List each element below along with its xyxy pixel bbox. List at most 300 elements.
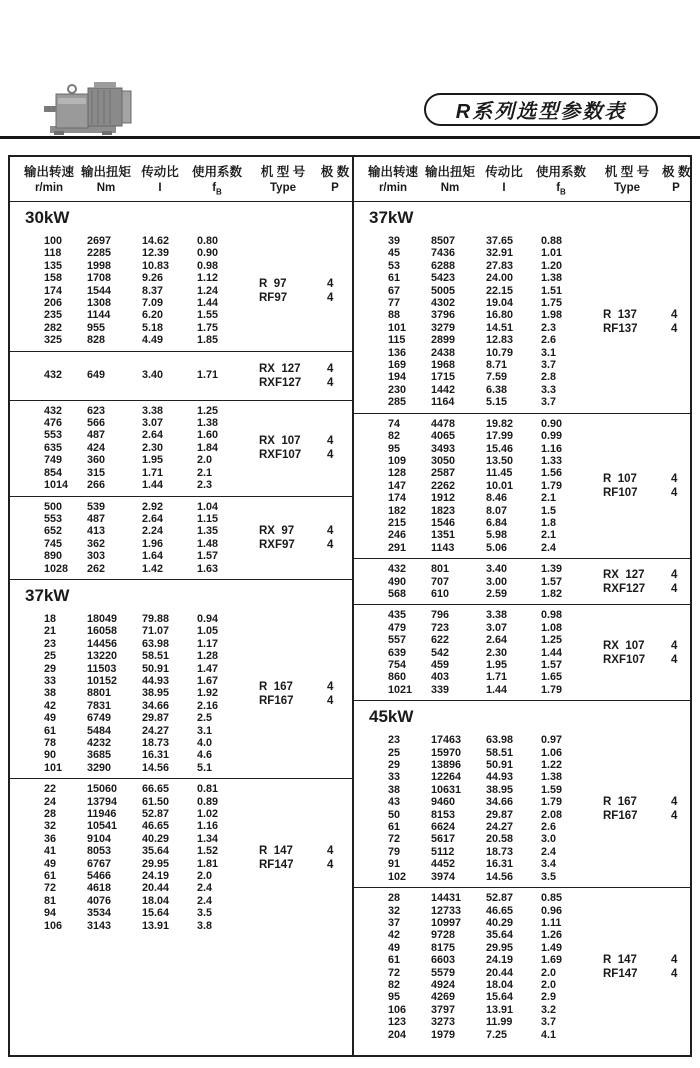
type-code: RF167 — [259, 694, 294, 707]
output-torque-value: 649 — [87, 369, 106, 382]
output-torque-value: 3493 — [431, 442, 456, 455]
ratio-value: 27.83 — [486, 259, 514, 272]
output-speed-value: 860 — [388, 671, 407, 684]
output-torque-value: 13794 — [87, 795, 118, 808]
table-row — [10, 309, 352, 321]
output-torque-value: 1351 — [431, 529, 456, 542]
gear-unit-block — [354, 887, 690, 1045]
service-factor-value: 0.98 — [197, 259, 219, 272]
service-factor-value: 3.1 — [197, 724, 213, 737]
table-right-column — [354, 157, 690, 1055]
service-factor-value: 1.25 — [197, 404, 219, 417]
ratio-value: 8.07 — [486, 504, 508, 517]
header-label-cn: 输出转速 — [23, 164, 74, 179]
service-factor-value: 5.1 — [197, 761, 213, 774]
service-factor-value: 2.0 — [197, 454, 213, 467]
ratio-value: 40.29 — [486, 916, 514, 929]
service-factor-value: 1.01 — [541, 247, 563, 260]
ratio-value: 29.87 — [142, 712, 170, 725]
output-torque-value: 315 — [87, 466, 106, 479]
type-codes — [259, 362, 301, 390]
ratio-value: 2.92 — [142, 500, 164, 513]
ratio-value: 10.79 — [486, 346, 514, 359]
service-factor-value: 3.3 — [541, 383, 557, 396]
output-speed-value: 25 — [44, 650, 57, 663]
output-speed-value: 500 — [44, 500, 63, 513]
service-factor-value: 0.80 — [197, 235, 219, 247]
service-factor-value: 2.4 — [541, 845, 557, 858]
service-factor-value: 1.16 — [541, 442, 563, 455]
pole-counts — [671, 795, 677, 823]
output-speed-value: 174 — [44, 284, 63, 297]
table-row — [354, 235, 690, 247]
output-speed-value: 182 — [388, 504, 407, 517]
output-torque-value: 4452 — [431, 858, 456, 871]
output-torque-value: 360 — [87, 454, 106, 467]
table-row — [10, 297, 352, 309]
ratio-value: 1.96 — [142, 537, 164, 550]
service-factor-value: 0.89 — [197, 795, 219, 808]
output-speed-value: 61 — [388, 821, 401, 834]
gear-unit-block — [354, 730, 690, 887]
output-speed-value: 67 — [388, 284, 401, 297]
pole-counts — [327, 680, 333, 708]
table-row — [354, 480, 690, 492]
output-torque-value: 1968 — [431, 359, 456, 372]
ratio-value: 5.15 — [486, 396, 508, 409]
ratio-value: 79.88 — [142, 612, 170, 625]
output-speed-value: 82 — [388, 430, 401, 443]
service-factor-value: 1.60 — [197, 429, 219, 442]
table-row — [354, 396, 690, 408]
output-torque-value: 403 — [431, 671, 450, 684]
output-torque-value: 413 — [87, 525, 106, 538]
table-row — [10, 687, 352, 699]
output-speed-value: 24 — [44, 795, 57, 808]
table-row — [354, 384, 690, 396]
ratio-value: 13.50 — [486, 454, 514, 467]
table-row — [354, 492, 690, 504]
type-codes — [603, 953, 638, 981]
output-speed-value: 639 — [388, 646, 407, 659]
ratio-value: 14.56 — [142, 761, 170, 774]
output-speed-value: 95 — [388, 442, 401, 455]
ratio-value: 44.93 — [142, 674, 170, 687]
header-label-en — [662, 182, 690, 196]
table-row — [354, 917, 690, 929]
output-torque-value: 623 — [87, 404, 106, 417]
output-torque-value: 4924 — [431, 978, 456, 991]
service-factor-value: 4.0 — [197, 737, 213, 749]
output-torque-value: 4065 — [431, 430, 456, 443]
output-speed-value: 94 — [44, 907, 57, 920]
ratio-value: 8.46 — [486, 492, 508, 505]
service-factor-value: 2.4 — [541, 541, 557, 554]
table-row — [10, 467, 352, 479]
output-speed-value: 432 — [388, 563, 407, 576]
output-speed-value: 115 — [388, 334, 406, 347]
output-speed-value: 106 — [44, 919, 63, 932]
pole-counts — [671, 639, 677, 667]
service-factor-value: 1.16 — [197, 820, 219, 833]
output-speed-value: 435 — [388, 609, 407, 622]
type-code: RF147 — [603, 967, 638, 980]
header-label-en-text: Type — [270, 181, 296, 194]
table-row — [10, 895, 352, 907]
service-factor-value: 1.44 — [197, 297, 219, 310]
table-row — [10, 501, 352, 513]
pole-count: 4 — [327, 449, 334, 462]
output-torque-value: 17463 — [431, 734, 462, 747]
service-factor-value: 1.59 — [541, 783, 563, 796]
output-speed-value: 652 — [44, 525, 63, 538]
gear-unit-block — [10, 351, 352, 400]
service-factor-value: 2.1 — [541, 492, 557, 505]
table-row — [354, 734, 690, 746]
header-label-en-text: f — [556, 181, 561, 194]
output-torque-value: 1715 — [431, 371, 456, 384]
output-torque-value: 7831 — [87, 699, 112, 712]
output-speed-value: 18 — [44, 612, 57, 625]
header-label-en-text: Nm — [440, 181, 460, 194]
output-torque-value: 2262 — [431, 479, 456, 492]
table-row — [354, 309, 690, 321]
ratio-value: 18.04 — [486, 978, 514, 991]
type-code: RX 127 — [603, 568, 645, 581]
table-row — [10, 796, 352, 808]
ratio-value: 16.31 — [142, 749, 170, 762]
ratio-value: 63.98 — [142, 637, 170, 650]
service-factor-value: 1.24 — [197, 284, 219, 297]
service-factor-value: 2.4 — [197, 882, 213, 895]
ratio-value: 7.09 — [142, 297, 164, 310]
output-torque-value: 1544 — [87, 284, 112, 297]
type-code: R 107 — [603, 472, 637, 485]
service-factor-value: 1.75 — [541, 297, 563, 310]
ratio-value: 18.04 — [142, 894, 170, 907]
service-factor-value: 0.90 — [541, 417, 563, 430]
power-rating-label: 30kW — [25, 208, 70, 227]
output-torque-value: 1442 — [431, 383, 456, 396]
output-torque-value: 8801 — [87, 687, 112, 700]
output-speed-value: 194 — [388, 371, 407, 384]
ratio-value: 2.64 — [486, 634, 508, 647]
table-row — [10, 663, 352, 675]
header-label-en — [592, 182, 662, 196]
output-torque-value: 1708 — [87, 272, 112, 285]
table-row — [10, 712, 352, 724]
header-label-cn: 使用系数 — [191, 164, 242, 179]
table-row — [10, 858, 352, 870]
power-rating-label: 45kW — [369, 707, 414, 727]
table-row — [10, 808, 352, 820]
ratio-value: 1.44 — [142, 479, 164, 492]
ratio-value: 2.30 — [486, 646, 508, 659]
output-speed-value: 32 — [44, 820, 57, 833]
ratio-value: 2.24 — [142, 525, 164, 538]
pole-counts — [327, 277, 333, 305]
output-torque-value: 707 — [431, 575, 450, 588]
output-torque-value: 2899 — [431, 334, 456, 347]
ratio-value: 3.38 — [142, 404, 164, 417]
output-speed-value: 29 — [388, 759, 401, 772]
ratio-value: 4.49 — [142, 334, 164, 347]
output-speed-value: 50 — [388, 808, 401, 821]
output-speed-value: 101 — [44, 761, 63, 774]
service-factor-value: 1.12 — [197, 272, 219, 285]
service-factor-value: 1.65 — [541, 671, 563, 684]
output-speed-value: 28 — [388, 892, 401, 905]
service-factor-value: 1.04 — [197, 500, 219, 513]
service-factor-value: 3.1 — [541, 346, 557, 359]
output-torque-value: 828 — [87, 334, 106, 347]
service-factor-value: 2.1 — [197, 466, 213, 479]
table-row — [354, 771, 690, 783]
output-torque-value: 801 — [431, 563, 450, 576]
table-row — [10, 762, 352, 774]
ratio-value: 12.39 — [142, 247, 170, 260]
type-code: RX 127 — [259, 362, 301, 375]
header-label-subscript: B — [560, 187, 566, 197]
header-label-cn: 极 数 — [662, 164, 690, 179]
ratio-value: 32.91 — [486, 247, 514, 260]
table-row — [354, 954, 690, 966]
output-torque-value: 3290 — [87, 761, 112, 774]
output-speed-value: 553 — [44, 512, 63, 525]
output-torque-value: 4302 — [431, 297, 456, 310]
ratio-value: 19.04 — [486, 297, 514, 310]
service-factor-value: 2.08 — [541, 808, 563, 821]
ratio-value: 7.25 — [486, 1028, 508, 1041]
service-factor-value: 2.3 — [541, 321, 557, 334]
header-label-cn: 机 型 号 — [604, 164, 650, 179]
header-label-en-text: r/min — [378, 181, 408, 194]
output-torque-value: 12264 — [431, 771, 462, 784]
service-factor-value: 1.17 — [197, 637, 219, 650]
output-speed-value: 49 — [388, 941, 401, 954]
ratio-value: 3.40 — [486, 563, 508, 576]
output-speed-value: 106 — [388, 1003, 407, 1016]
ratio-value: 11.45 — [486, 467, 513, 480]
table-row — [354, 671, 690, 683]
ratio-value: 11.99 — [486, 1016, 513, 1029]
output-torque-value: 14456 — [87, 637, 118, 650]
output-speed-value: 37 — [388, 916, 401, 929]
ratio-value: 16.80 — [486, 309, 514, 322]
header-label-en-text: I — [502, 181, 506, 194]
ratio-value: 3.07 — [142, 417, 164, 430]
ratio-value: 1.95 — [142, 454, 164, 467]
gear-motor-icon — [42, 74, 138, 140]
output-torque-value: 13220 — [87, 650, 118, 663]
type-code: RX 107 — [259, 435, 301, 448]
ratio-value: 2.59 — [486, 587, 508, 600]
output-torque-value: 487 — [87, 429, 106, 442]
output-torque-value: 266 — [87, 479, 106, 492]
output-torque-value: 6603 — [431, 954, 456, 967]
ratio-value: 14.51 — [486, 321, 514, 334]
output-torque-value: 303 — [87, 550, 106, 563]
header-label-en-text: Type — [614, 181, 640, 194]
output-speed-value: 77 — [388, 297, 401, 310]
header-label-en-text: P — [331, 181, 339, 194]
output-torque-value: 6624 — [431, 821, 456, 834]
output-torque-value: 6288 — [431, 259, 456, 272]
table-row — [354, 359, 690, 371]
ratio-value: 24.19 — [486, 954, 514, 967]
type-codes — [603, 472, 638, 500]
ratio-value: 17.99 — [486, 430, 514, 443]
service-factor-value: 1.55 — [197, 309, 219, 322]
series-title: R系列选型参数表 — [455, 101, 627, 123]
service-factor-value: 1.28 — [197, 650, 219, 663]
output-speed-value: 72 — [44, 882, 57, 895]
header-label-cn: 使用系数 — [535, 164, 586, 179]
table-row — [354, 796, 690, 808]
ratio-value: 18.73 — [486, 845, 514, 858]
ratio-value: 3.40 — [142, 369, 164, 382]
ratio-value: 10.83 — [142, 259, 170, 272]
type-codes — [603, 639, 645, 667]
header-label-en-text: r/min — [34, 181, 64, 194]
table-row — [354, 991, 690, 1003]
pole-counts — [327, 844, 333, 872]
service-factor-value: 2.8 — [541, 371, 557, 384]
ratio-value: 2.64 — [142, 512, 164, 525]
table-row — [10, 737, 352, 749]
type-code: RF147 — [259, 858, 294, 871]
type-code: RX 97 — [259, 524, 295, 537]
ratio-value: 19.82 — [486, 417, 514, 430]
table-row — [354, 371, 690, 383]
table-row — [354, 347, 690, 359]
type-code: RXF127 — [259, 376, 302, 389]
output-speed-value: 61 — [44, 724, 57, 737]
table-row — [10, 907, 352, 919]
ratio-value: 12.83 — [486, 334, 514, 347]
type-codes — [603, 795, 638, 823]
ratio-value: 29.87 — [486, 808, 514, 821]
output-torque-value: 5484 — [87, 724, 112, 737]
table-row — [10, 479, 352, 491]
table-row — [354, 942, 690, 954]
output-torque-value: 4478 — [431, 417, 456, 430]
header-label-cn: 传动比 — [485, 164, 523, 179]
table-row — [354, 443, 690, 455]
service-factor-value: 2.0 — [541, 966, 557, 979]
output-torque-value: 539 — [87, 500, 106, 513]
output-torque-value: 4269 — [431, 991, 456, 1004]
output-speed-value: 206 — [44, 297, 63, 310]
table-row — [10, 700, 352, 712]
service-factor-value: 0.85 — [541, 892, 563, 905]
output-torque-value: 5466 — [87, 870, 112, 883]
header-label-en-text: Nm — [96, 181, 116, 194]
ratio-value: 15.64 — [142, 907, 170, 920]
service-factor-value: 1.48 — [197, 537, 219, 550]
output-speed-value: 23 — [388, 734, 401, 747]
service-factor-value: 0.94 — [197, 612, 219, 625]
table-row — [354, 418, 690, 430]
output-torque-value: 3050 — [431, 454, 456, 467]
ratio-value: 52.87 — [486, 892, 514, 905]
output-speed-value: 100 — [44, 235, 63, 247]
service-factor-value: 1.57 — [541, 575, 563, 588]
output-speed-value: 91 — [388, 858, 401, 871]
service-factor-value: 1.85 — [197, 334, 219, 347]
pole-counts — [327, 434, 333, 462]
ratio-value: 50.91 — [486, 759, 514, 772]
pole-count: 4 — [671, 486, 678, 499]
ratio-value: 20.58 — [486, 833, 514, 846]
output-speed-value: 36 — [44, 832, 57, 845]
service-factor-value: 1.38 — [541, 272, 563, 285]
ratio-value: 7.59 — [486, 371, 508, 384]
table-row — [10, 820, 352, 832]
service-factor-value: 1.38 — [197, 417, 219, 430]
output-torque-value: 11503 — [87, 662, 117, 675]
service-factor-value: 4.6 — [197, 749, 213, 762]
ratio-value: 13.91 — [142, 919, 170, 932]
service-factor-value: 2.9 — [541, 991, 557, 1004]
type-codes — [259, 524, 295, 552]
pole-count: 4 — [327, 362, 334, 375]
header-label-en-text: P — [672, 181, 680, 194]
table-row — [10, 513, 352, 525]
pole-counts — [327, 524, 333, 552]
ratio-value: 3.38 — [486, 609, 508, 622]
table-row — [354, 285, 690, 297]
output-torque-value: 723 — [431, 621, 450, 634]
output-torque-value: 2438 — [431, 346, 456, 359]
ratio-value: 18.73 — [142, 737, 170, 749]
output-torque-value: 13896 — [431, 759, 462, 772]
table-row — [354, 529, 690, 541]
ratio-value: 24.27 — [142, 724, 170, 737]
output-torque-value: 15060 — [87, 783, 118, 796]
table-row — [354, 809, 690, 821]
output-torque-value: 3279 — [431, 321, 456, 334]
gear-unit-block — [10, 778, 352, 936]
service-factor-value: 1.71 — [197, 369, 219, 382]
table-row — [354, 871, 690, 883]
output-speed-value: 42 — [388, 929, 401, 942]
service-factor-value: 2.4 — [197, 894, 213, 907]
ratio-value: 29.95 — [142, 857, 170, 870]
table-row — [354, 247, 690, 259]
pole-count: 4 — [327, 538, 334, 551]
service-factor-value: 1.63 — [197, 562, 219, 575]
output-speed-value: 81 — [44, 894, 57, 907]
service-factor-value: 1.69 — [541, 954, 563, 967]
table-row — [10, 247, 352, 259]
ratio-value: 24.00 — [486, 272, 514, 285]
service-factor-value: 1.79 — [541, 796, 563, 809]
output-speed-value: 204 — [388, 1028, 407, 1041]
output-speed-value: 568 — [388, 587, 407, 600]
output-speed-value: 79 — [388, 845, 401, 858]
header-label-en — [530, 182, 592, 196]
output-speed-value: 38 — [44, 687, 57, 700]
output-torque-value: 5617 — [431, 833, 456, 846]
ratio-value: 5.98 — [486, 529, 508, 542]
table-left-column — [10, 157, 354, 1055]
service-factor-value: 1.20 — [541, 259, 563, 272]
output-torque-value: 1308 — [87, 297, 112, 310]
table-row — [10, 272, 352, 284]
type-codes — [603, 308, 638, 336]
output-speed-value: 45 — [388, 247, 401, 260]
